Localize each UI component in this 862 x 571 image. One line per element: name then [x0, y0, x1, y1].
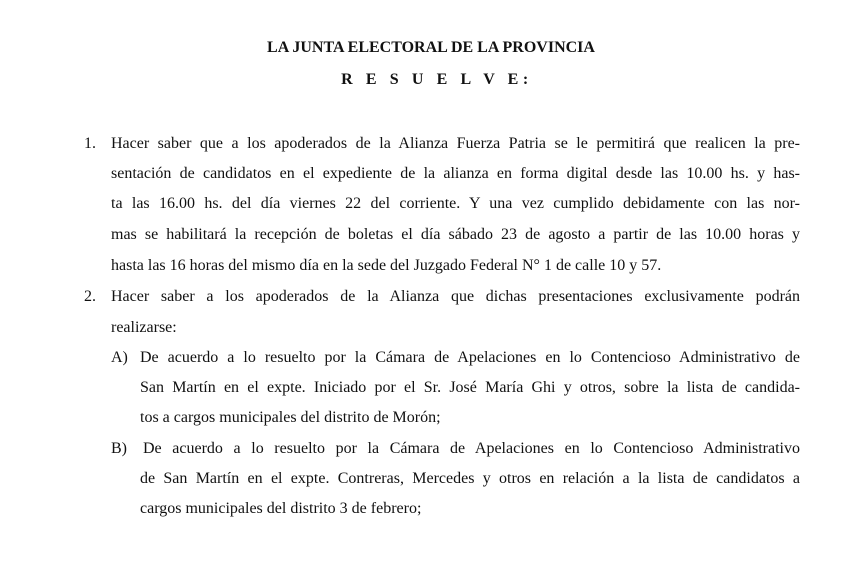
paragraph-line: De acuerdo a lo resuelto por la Cámara de Apelaciones en lo Contencioso Administrativo	[143, 440, 800, 457]
paragraph-line: cargos municipales del distrito 3 de febrero;	[140, 500, 422, 517]
paragraph-line: de San Martín en el expte. Contreras, Mercedes y otros en relación a la lista de candidatos a	[140, 470, 800, 487]
document-title: LA JUNTA ELECTORAL DE LA PROVINCIA	[267, 39, 595, 56]
list-item-marker: 1.	[84, 135, 96, 152]
paragraph-line: Hacer saber a los apoderados de la Alianza que dichas presentaciones exclusivamente podrán	[111, 288, 800, 305]
sub-list-item-marker: B)	[111, 440, 127, 457]
paragraph-line: mas se habilitará la recepción de boletas el día sábado 23 de agosto a partir de las 10.00 horas y	[111, 226, 800, 243]
paragraph-line: Hacer saber que a los apoderados de la Alianza Fuerza Patria se le permitirá que realicen la pre-	[111, 135, 800, 152]
paragraph-line: De acuerdo a lo resuelto por la Cámara de Apelaciones en lo Contencioso Administrativo de	[140, 349, 800, 366]
list-item-marker: 2.	[84, 288, 96, 305]
paragraph-line: ta las 16.00 hs. del día viernes 22 del corriente. Y una vez cumplido debidamente con las nor-	[111, 195, 800, 212]
paragraph-line: realizarse:	[111, 319, 177, 336]
document-subtitle: R E S U E L V E:	[341, 71, 533, 88]
paragraph-line: tos a cargos municipales del distrito de Morón;	[140, 409, 441, 426]
paragraph-line: hasta las 16 horas del mismo día en la sede del Juzgado Federal N° 1 de calle 10 y 57.	[111, 257, 662, 274]
paragraph-line: San Martín en el expte. Iniciado por el Sr. José María Ghi y otros, sobre la lista de candida-	[140, 379, 800, 396]
sub-list-item-marker: A)	[111, 349, 128, 366]
paragraph-line: sentación de candidatos en el expediente de la alianza en forma digital desde las 10.00 hs. y has-	[111, 165, 800, 182]
